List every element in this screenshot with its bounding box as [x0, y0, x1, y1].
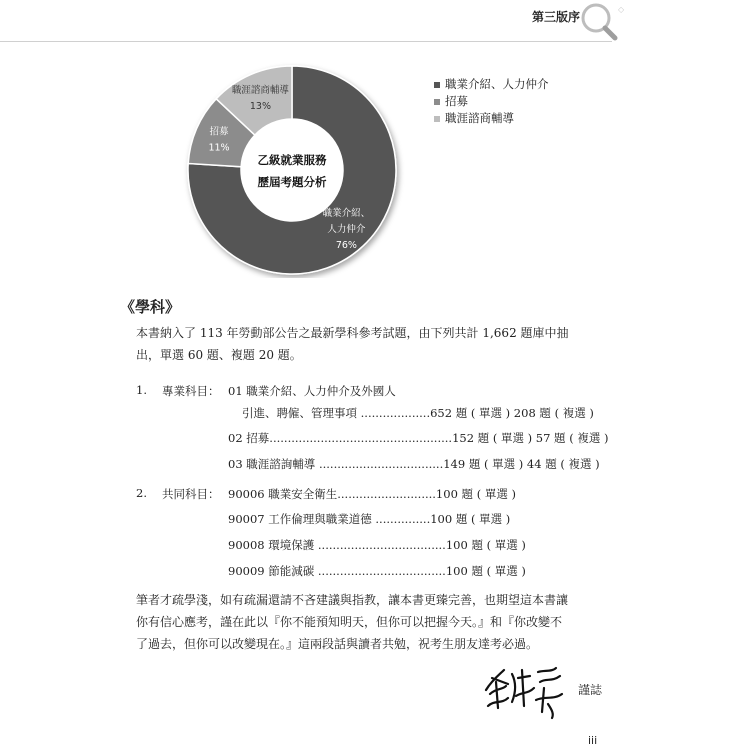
closing-line-3: 了過去，但你可以改變現在。』這兩段話與讀者共勉，祝考生朋友達考必過。	[136, 637, 539, 651]
page-number: iii	[588, 734, 598, 747]
donut-hole	[241, 119, 343, 221]
legend-swatch	[434, 99, 440, 105]
legend-item	[434, 93, 549, 110]
chart-legend	[434, 76, 549, 127]
legend-item	[434, 76, 549, 93]
list-1-item-3: 03 職涯諮詢輔導 ..................................149 題 ( 單選 ) 44 題 ( 複選 )	[228, 457, 600, 471]
closing-line-1: 筆者才疏學淺，如有疏漏還請不吝建議與指教，讓本書更臻完善，也期望這本書讓	[136, 593, 569, 607]
intro-line-1: 本書納入了 113 年勞動部公告之最新學科參考試題，由下列共計 1,662 題庫中抽	[136, 326, 569, 340]
list-2-number: 2.	[136, 486, 147, 500]
legend-swatch	[434, 82, 440, 88]
list-2-item-3: 90008 環境保護 ...................................100 題 ( 單選 )	[228, 538, 526, 552]
slice-label: 11%	[208, 142, 230, 154]
chapter-header: 第三版序	[532, 10, 581, 24]
signature-suffix: 謹誌	[578, 683, 603, 697]
chart-title-line-1: 乙級就業服務	[257, 153, 327, 167]
list-1-heading: 專業科目：	[162, 384, 220, 398]
list-2-heading: 共同科目：	[162, 487, 220, 501]
list-2-item-2: 90007 工作倫理與職業道德 ...............100 題 ( 單選 )	[228, 512, 511, 526]
slice-label: 76%	[335, 239, 357, 251]
closing-line-2: 你有信心應考，謹在此以『你不能預知明天，但你可以把握今天。』和『你改變不	[136, 615, 563, 629]
legend-label: 職業介紹、人力仲介	[445, 77, 549, 91]
list-2-item-1: 90006 職業安全衛生...........................100 題 ( 單選 )	[228, 487, 516, 501]
magnifier-icon	[574, 0, 634, 42]
legend-label: 職涯諮商輔導	[445, 111, 514, 125]
slice-label: 13%	[249, 101, 271, 113]
slice-label: 職業介紹、	[322, 207, 371, 219]
author-signature	[482, 660, 572, 720]
list-1-item-2: 02 招募..................................................152 題 ( 單選 ) 57 題 ( 複選 )	[228, 431, 609, 445]
legend-label: 招募	[445, 94, 468, 108]
slice-label: 職涯諮商輔導	[231, 85, 289, 97]
list-1-item-1-line-2: 引進、聘僱、管理事項 ...................652 題 ( 單選 ) 208 題 ( 複選 )	[242, 406, 594, 420]
legend-item	[434, 110, 549, 127]
chart-title-line-2: 歷屆考題分析	[257, 175, 327, 189]
header-divider	[0, 41, 612, 42]
slice-label: 人力仲介	[327, 223, 366, 235]
slice-label: 招募	[209, 126, 229, 138]
list-1-number: 1.	[136, 383, 147, 397]
section-title: 《學科》	[120, 298, 181, 316]
list-1-item-1-line-1: 01 職業介紹、人力仲介及外國人	[228, 384, 396, 398]
legend-swatch	[434, 116, 440, 122]
exam-analysis-donut-chart	[180, 58, 420, 278]
list-2-item-4: 90009 節能減碳 ...................................100 題 ( 單選 )	[228, 564, 526, 578]
intro-line-2: 出，單選 60 題、複題 20 題。	[136, 348, 302, 362]
svg-text:◇: ◇	[618, 5, 625, 14]
